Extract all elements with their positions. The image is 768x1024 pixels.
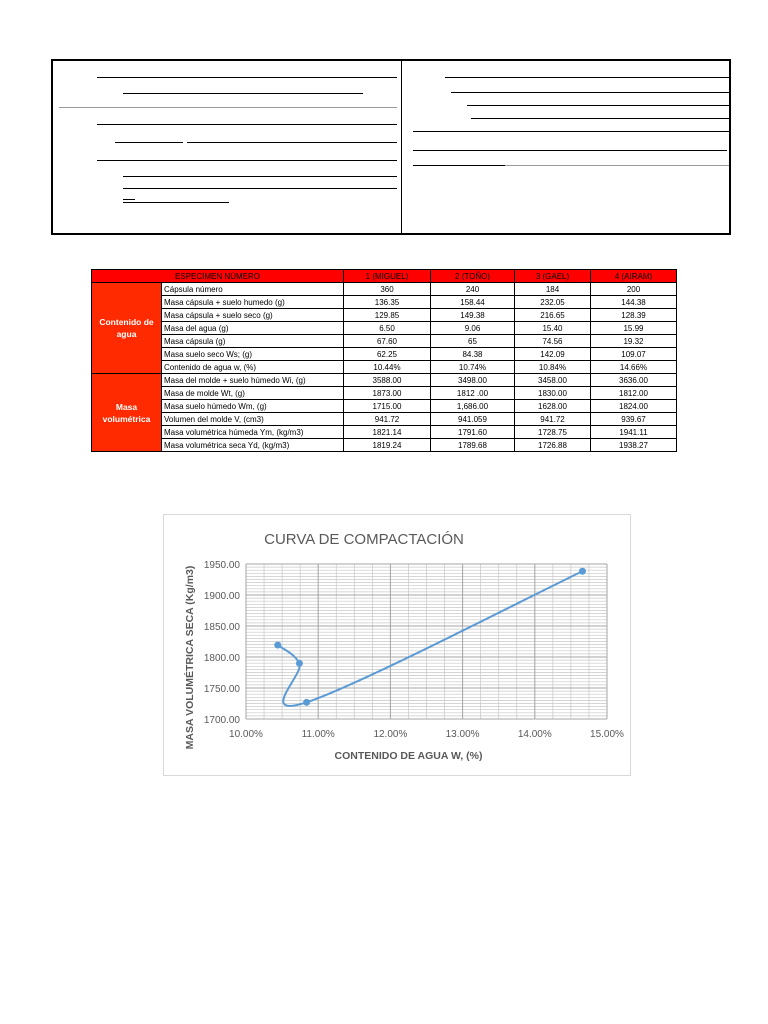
table-cell: 1873.00 bbox=[344, 387, 431, 400]
table-cell: 1791.60 bbox=[431, 426, 515, 439]
table-cell: 9.06 bbox=[431, 322, 515, 335]
table-cell: 1,686.00 bbox=[431, 400, 515, 413]
table-cell: 1941.11 bbox=[591, 426, 677, 439]
table-cell: 240 bbox=[431, 283, 515, 296]
form-line bbox=[97, 77, 397, 78]
table-row bbox=[92, 322, 677, 335]
table-cell: 144.38 bbox=[591, 296, 677, 309]
table-header-cell: 4 (AIRAM) bbox=[591, 270, 677, 283]
form-line bbox=[413, 165, 505, 166]
data-point bbox=[296, 660, 303, 667]
row-label: Masa de molde Wt, (g) bbox=[162, 387, 344, 400]
table-cell: 15.99 bbox=[591, 322, 677, 335]
y-tick-label: 1850.00 bbox=[203, 622, 240, 633]
table-row bbox=[92, 400, 677, 413]
table-cell: 142.09 bbox=[515, 348, 591, 361]
table-row bbox=[92, 309, 677, 322]
y-tick-label: 1700.00 bbox=[203, 715, 240, 726]
y-tick-label: 1750.00 bbox=[203, 684, 240, 695]
row-label: Masa cápsula + suelo seco (g) bbox=[162, 309, 344, 322]
data-point bbox=[274, 642, 281, 649]
header-form-box bbox=[51, 59, 731, 235]
table-row bbox=[92, 361, 677, 374]
y-tick-label: 1800.00 bbox=[203, 653, 240, 664]
row-label: Cápsula número bbox=[162, 283, 344, 296]
x-tick-label: 11.00% bbox=[301, 729, 335, 740]
table-cell: 14.66% bbox=[591, 361, 677, 374]
data-point bbox=[303, 699, 310, 706]
table-header-cell: 1 (MIGUEL) bbox=[344, 270, 431, 283]
row-label: Masa suelo seco Ws; (g) bbox=[162, 348, 344, 361]
table-cell: 15.40 bbox=[515, 322, 591, 335]
y-tick-label: 1900.00 bbox=[203, 591, 240, 602]
row-label: Masa volumétrica húmeda Ym, (kg/m3) bbox=[162, 426, 344, 439]
table-cell: 1812.00 bbox=[591, 387, 677, 400]
table-cell: 200 bbox=[591, 283, 677, 296]
table-cell: 1824.00 bbox=[591, 400, 677, 413]
table-cell: 184 bbox=[515, 283, 591, 296]
table-cell: 939.67 bbox=[591, 413, 677, 426]
table-row bbox=[92, 335, 677, 348]
table-cell: 149.38 bbox=[431, 309, 515, 322]
form-line bbox=[123, 188, 397, 189]
table-cell: 65 bbox=[431, 335, 515, 348]
row-label: Masa suelo húmedo Wm, (g) bbox=[162, 400, 344, 413]
form-line bbox=[115, 142, 183, 143]
table-cell: 1789.68 bbox=[431, 439, 515, 452]
table-cell: 216.65 bbox=[515, 309, 591, 322]
data-point bbox=[579, 568, 586, 575]
table-cell: 74.56 bbox=[515, 335, 591, 348]
table-cell: 6.50 bbox=[344, 322, 431, 335]
table-cell: 1628.00 bbox=[515, 400, 591, 413]
x-axis-label: CONTENIDO DE AGUA W, (%) bbox=[334, 750, 483, 762]
table-cell: 1830.00 bbox=[515, 387, 591, 400]
table-cell: 129.85 bbox=[344, 309, 431, 322]
x-tick-label: 12.00% bbox=[373, 729, 408, 740]
table-cell: 3588.00 bbox=[344, 374, 431, 387]
table-cell: 84.38 bbox=[431, 348, 515, 361]
chart-svg bbox=[164, 515, 630, 775]
row-label: Masa cápsula (g) bbox=[162, 335, 344, 348]
table-cell: 3498.00 bbox=[431, 374, 515, 387]
x-tick-label: 15.00% bbox=[590, 729, 624, 740]
table-cell: 109.07 bbox=[591, 348, 677, 361]
row-label: Masa volumétrica seca Yd, (kg/m3) bbox=[162, 439, 344, 452]
form-line bbox=[123, 199, 135, 200]
table-cell: 128.39 bbox=[591, 309, 677, 322]
table-cell: 360 bbox=[344, 283, 431, 296]
x-tick-label: 10.00% bbox=[229, 729, 263, 740]
table-cell: 3458.00 bbox=[515, 374, 591, 387]
row-label: Masa cápsula + suelo humedo (g) bbox=[162, 296, 344, 309]
table-row bbox=[92, 387, 677, 400]
table-row bbox=[92, 374, 677, 387]
form-line bbox=[97, 160, 397, 161]
chart-title: CURVA DE COMPACTACIÓN bbox=[264, 531, 464, 548]
form-line bbox=[97, 124, 397, 125]
form-line bbox=[123, 93, 363, 94]
table-header-cell: 2 (TOÑO) bbox=[431, 270, 515, 283]
y-tick-label: 1950.00 bbox=[203, 560, 240, 571]
x-tick-label: 14.00% bbox=[517, 729, 552, 740]
table-header-cell: 3 (GAEL) bbox=[515, 270, 591, 283]
table-header-row bbox=[92, 270, 677, 283]
form-line bbox=[445, 77, 729, 78]
row-label: Masa del agua (g) bbox=[162, 322, 344, 335]
form-line bbox=[187, 142, 397, 143]
table-row bbox=[92, 348, 677, 361]
table-row bbox=[92, 283, 677, 296]
table-cell: 10.84% bbox=[515, 361, 591, 374]
specimen-data-table bbox=[91, 269, 677, 452]
table-cell: 1938.27 bbox=[591, 439, 677, 452]
table-cell: 62.25 bbox=[344, 348, 431, 361]
table-cell: 941.059 bbox=[431, 413, 515, 426]
form-line bbox=[59, 107, 397, 108]
row-label: Contenido de agua w, (%) bbox=[162, 361, 344, 374]
table-row bbox=[92, 296, 677, 309]
table-cell: 19.32 bbox=[591, 335, 677, 348]
table-cell: 232.05 bbox=[515, 296, 591, 309]
form-line bbox=[413, 131, 729, 132]
table-row bbox=[92, 413, 677, 426]
table-cell: 1715.00 bbox=[344, 400, 431, 413]
form-divider bbox=[401, 61, 402, 235]
table-cell: 10.44% bbox=[344, 361, 431, 374]
form-line bbox=[123, 202, 229, 203]
table-cell: 10.74% bbox=[431, 361, 515, 374]
form-line bbox=[413, 150, 727, 151]
table-cell: 1726.88 bbox=[515, 439, 591, 452]
form-line bbox=[467, 105, 729, 106]
table-cell: 1812 .00 bbox=[431, 387, 515, 400]
form-line bbox=[451, 92, 729, 93]
table-cell: 1728.75 bbox=[515, 426, 591, 439]
table-row bbox=[92, 439, 677, 452]
x-tick-label: 13.00% bbox=[445, 729, 480, 740]
table-cell: 67.60 bbox=[344, 335, 431, 348]
table-cell: 3636.00 bbox=[591, 374, 677, 387]
compaction-chart bbox=[163, 514, 631, 776]
y-axis-label: MASA VOLUMÉTRICA SECA (Kg/m3) bbox=[184, 565, 196, 750]
table-header-cell: ESPECIMEN NÚMERO bbox=[92, 270, 344, 283]
row-label: Masa del molde + suelo húmedo Wi, (g) bbox=[162, 374, 344, 387]
table-row bbox=[92, 426, 677, 439]
table-cell: 136.35 bbox=[344, 296, 431, 309]
form-line bbox=[123, 176, 397, 177]
group-label: Contenido de agua bbox=[92, 283, 162, 374]
group-label: Masa volumétrica bbox=[92, 374, 162, 452]
table-cell: 1821.14 bbox=[344, 426, 431, 439]
table-cell: 158.44 bbox=[431, 296, 515, 309]
table-cell: 1819.24 bbox=[344, 439, 431, 452]
form-line bbox=[471, 118, 729, 119]
row-label: Volumen del molde V, (cm3) bbox=[162, 413, 344, 426]
table-cell: 941.72 bbox=[344, 413, 431, 426]
table-cell: 941.72 bbox=[515, 413, 591, 426]
